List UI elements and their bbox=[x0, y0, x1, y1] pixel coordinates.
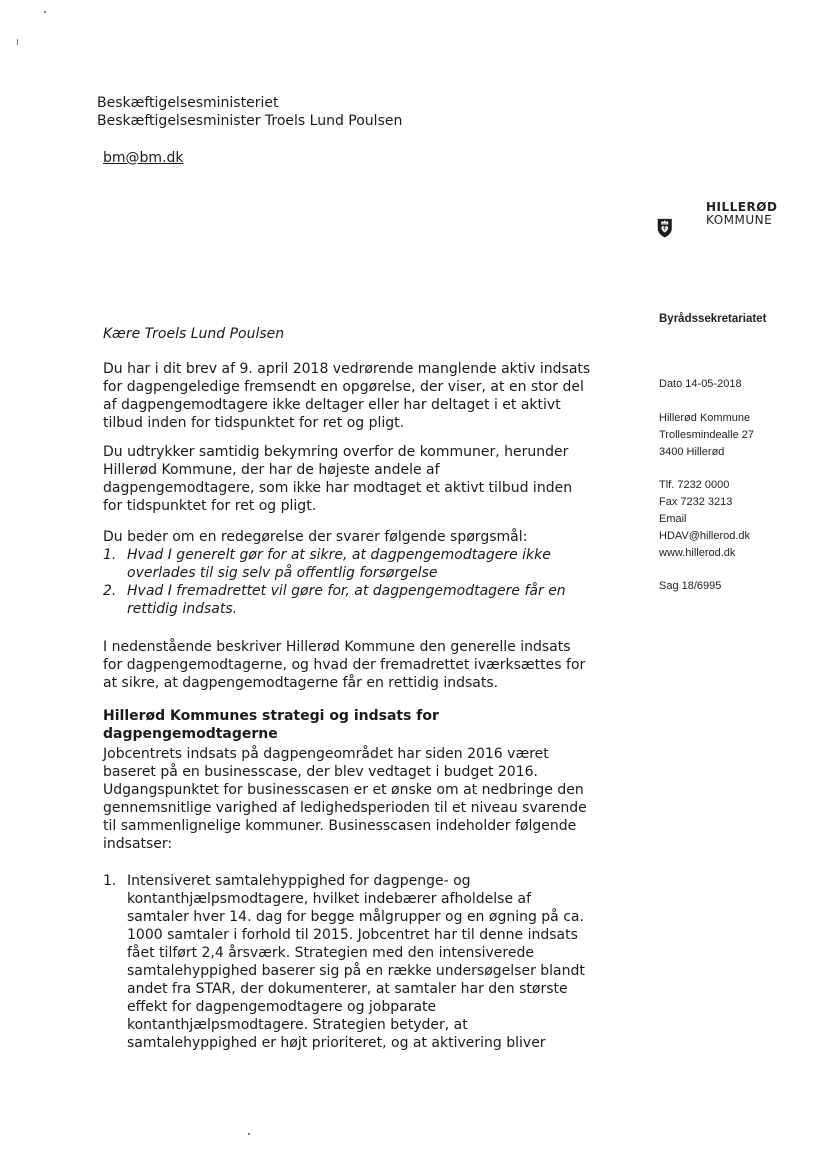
list-text: Hvad I fremadrettet vil gøre for, at dagpengemodtagere får en rettidig indsats. bbox=[127, 583, 566, 617]
questions-block bbox=[103, 528, 593, 618]
recipient-email-link[interactable]: bm@bm.dk bbox=[103, 150, 184, 166]
strategy-items bbox=[103, 872, 593, 1052]
logo-wordmark bbox=[706, 201, 777, 227]
list-item bbox=[103, 872, 593, 1052]
list-number: 1. bbox=[103, 873, 117, 889]
list-number: 1. bbox=[103, 547, 117, 563]
list-number: 2. bbox=[103, 583, 117, 599]
paragraph-4 bbox=[103, 638, 593, 692]
questions-intro: Du beder om en redegørelse der svarer følgende spørgsmål: bbox=[103, 529, 528, 545]
logo-line-1: HILLERØD bbox=[706, 200, 778, 214]
letter-date: Dato 14-05-2018 bbox=[659, 378, 742, 390]
paragraph-5 bbox=[103, 745, 593, 853]
address-line: Trollesmindealle 27 bbox=[659, 429, 754, 441]
crest-icon bbox=[657, 199, 705, 255]
fax: Fax 7232 3213 bbox=[659, 496, 733, 508]
email-label: Email bbox=[659, 513, 687, 525]
address-line: 3400 Hillerød bbox=[659, 446, 725, 458]
questions-list bbox=[103, 546, 593, 618]
recipient-ministry: Beskæftigelsesministeriet bbox=[97, 95, 279, 111]
paragraph-1 bbox=[103, 360, 593, 432]
scan-speck bbox=[17, 39, 18, 45]
case-number: Sag 18/6995 bbox=[659, 580, 722, 592]
list-item bbox=[103, 582, 593, 618]
website-link[interactable]: www.hillerod.dk bbox=[659, 547, 736, 559]
list-text: Intensiveret samtalehyppighed for dagpenge- og kontanthjælpsmodtagere, hvilket indebærer afholdelse af samtaler hver 14. dag for begge målgrupper og en øgning på ca. 1000 samtaler i forhold til 2015. Jobcentret har til denne indsats fået tilført 2,4 årsværk. Strategien med den intensiverede samtalehyppighed baserer sig på en række undersøgelser blandt andet fra STAR, der dokumenterer, at samtaler har den største effekt for dagpengemodtagere og jobparate kontanthjælpsmodtagere. Strategien betyder, at samtalehyppighed er højt prioriteret, og at aktivering bliver bbox=[127, 873, 585, 1051]
paragraph-text: Du har i dit brev af 9. april 2018 vedrørende manglende aktiv indsats for dagpengeledige fremsendt en opgørelse, der viser, at en stor del af dagpengemodtagere ikke deltager eller har deltaget i et aktivt tilbud inden for tidspunktet for ret og pligt. bbox=[103, 361, 591, 431]
sender-contact bbox=[659, 477, 750, 562]
department-name: Byrådssekretariatet bbox=[659, 313, 767, 325]
logo-line-2: KOMMUNE bbox=[706, 213, 773, 227]
recipient-address bbox=[97, 94, 402, 130]
salutation: Kære Troels Lund Poulsen bbox=[103, 326, 285, 342]
paragraph-text: Du udtrykker samtidig bekymring overfor de kommuner, herunder Hillerød Kommune, der har de højeste andele af dagpengemodtagere, som ikke har modtaget et aktivt tilbud inden for tidspunktet for ret og pligt. bbox=[103, 444, 573, 514]
paragraph-text: I nedenstående beskriver Hillerød Kommune den generelle indsats for dagpengemodtagerne, og hvad der fremadrettet iværksættes for at sikre, at dagpengemodtagerne får en rettidig indsats. bbox=[103, 639, 586, 691]
list-text: Hvad I generelt gør for at sikre, at dagpengemodtagere ikke overlades til sig selv på offentlig forsørgelse bbox=[127, 547, 551, 581]
paragraph-2 bbox=[103, 443, 593, 515]
strategy-list bbox=[103, 872, 593, 1052]
paragraph-text: Jobcentrets indsats på dagpengeområdet har siden 2016 været baseret på en businesscase, der blev vedtaget i budget 2016. Udgangspunktet for businesscasen er et ønske om at nedbringe den gennemsnitlige varighed af ledighedsperioden til et niveau svarende til sammenlignelige kommuner. Businesscasen indeholder følgende indsatser: bbox=[103, 746, 587, 852]
email-address-link[interactable]: HDAV@hillerod.dk bbox=[659, 530, 751, 542]
section-heading: Hillerød Kommunes strategi og indsats for dagpengemodtagerne bbox=[103, 708, 439, 742]
scan-speck bbox=[248, 1133, 250, 1135]
phone: Tlf. 7232 0000 bbox=[659, 479, 730, 491]
sender-address bbox=[659, 410, 754, 461]
scan-speck bbox=[44, 11, 46, 13]
list-item bbox=[103, 546, 593, 582]
recipient-minister: Beskæftigelsesminister Troels Lund Poulsen bbox=[97, 113, 403, 129]
address-line: Hillerød Kommune bbox=[659, 412, 751, 424]
